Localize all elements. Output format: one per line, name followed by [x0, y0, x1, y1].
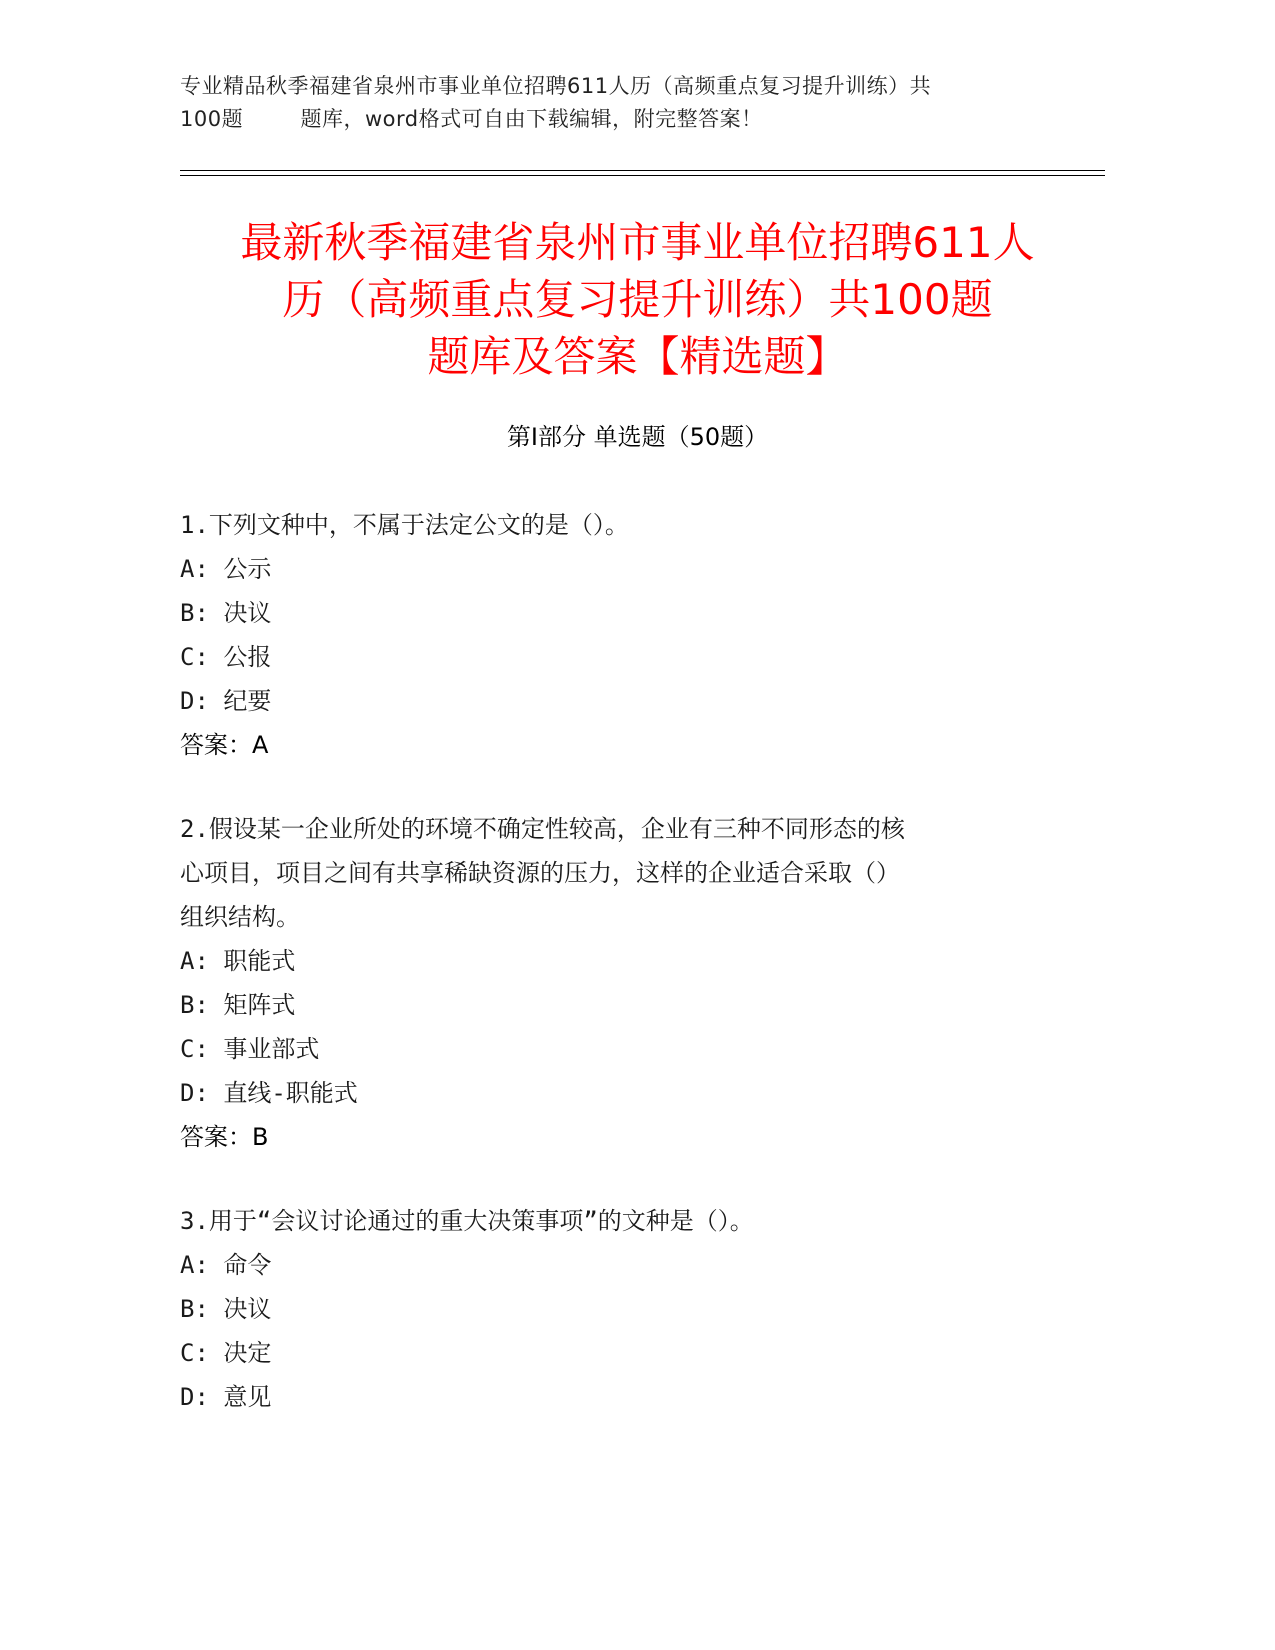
- question-text: 3.用于“会议讨论通过的重大决策事项”的文种是（）。: [180, 1207, 754, 1235]
- title-line-3: 题库及答案【精选题】: [427, 332, 848, 381]
- option-b: B: 决议: [180, 599, 272, 627]
- question-text: 2.假设某一企业所处的环境不确定性较高，企业有三种不同形态的核: [180, 815, 905, 843]
- option-d: D: 直线-职能式: [180, 1079, 358, 1107]
- question-3: [180, 1199, 1040, 1419]
- answer: 答案：A: [180, 731, 269, 759]
- question-1: [180, 503, 1040, 767]
- option-c: C: 事业部式: [180, 1035, 320, 1063]
- question-text: 1.下列文种中，不属于法定公文的是（）。: [180, 511, 629, 539]
- answer: 答案：B: [180, 1123, 269, 1151]
- question-2: [180, 807, 1040, 1159]
- option-b: B: 决议: [180, 1295, 272, 1323]
- option-a: A: 公示: [180, 555, 272, 583]
- title-line-1: 最新秋季福建省泉州市事业单位招聘611人: [240, 218, 1035, 267]
- question-text: 组织结构。: [180, 903, 300, 931]
- title-line-2: 历（高频重点复习提升训练）共100题: [282, 275, 993, 324]
- option-c: C: 决定: [180, 1339, 272, 1367]
- option-d: D: 意见: [180, 1383, 272, 1411]
- header-line-1: 专业精品秋季福建省泉州市事业单位招聘611人历（高频重点复习提升训练）共: [180, 74, 932, 98]
- option-a: A: 职能式: [180, 947, 296, 975]
- header-rule-bottom: [180, 175, 1105, 176]
- option-d: D: 纪要: [180, 687, 272, 715]
- option-b: B: 矩阵式: [180, 991, 296, 1019]
- document-header: [180, 70, 1060, 136]
- header-rule-top: [180, 170, 1105, 171]
- question-text: 心项目，项目之间有共享稀缺资源的压力，这样的企业适合采取（）: [180, 859, 900, 887]
- option-c: C: 公报: [180, 643, 272, 671]
- section-heading: 第Ⅰ部分 单选题（50题）: [506, 423, 769, 451]
- header-line-2: 100题 题库，word格式可自由下载编辑，附完整答案！: [180, 107, 763, 131]
- document-title: [150, 214, 1125, 385]
- option-a: A: 命令: [180, 1251, 272, 1279]
